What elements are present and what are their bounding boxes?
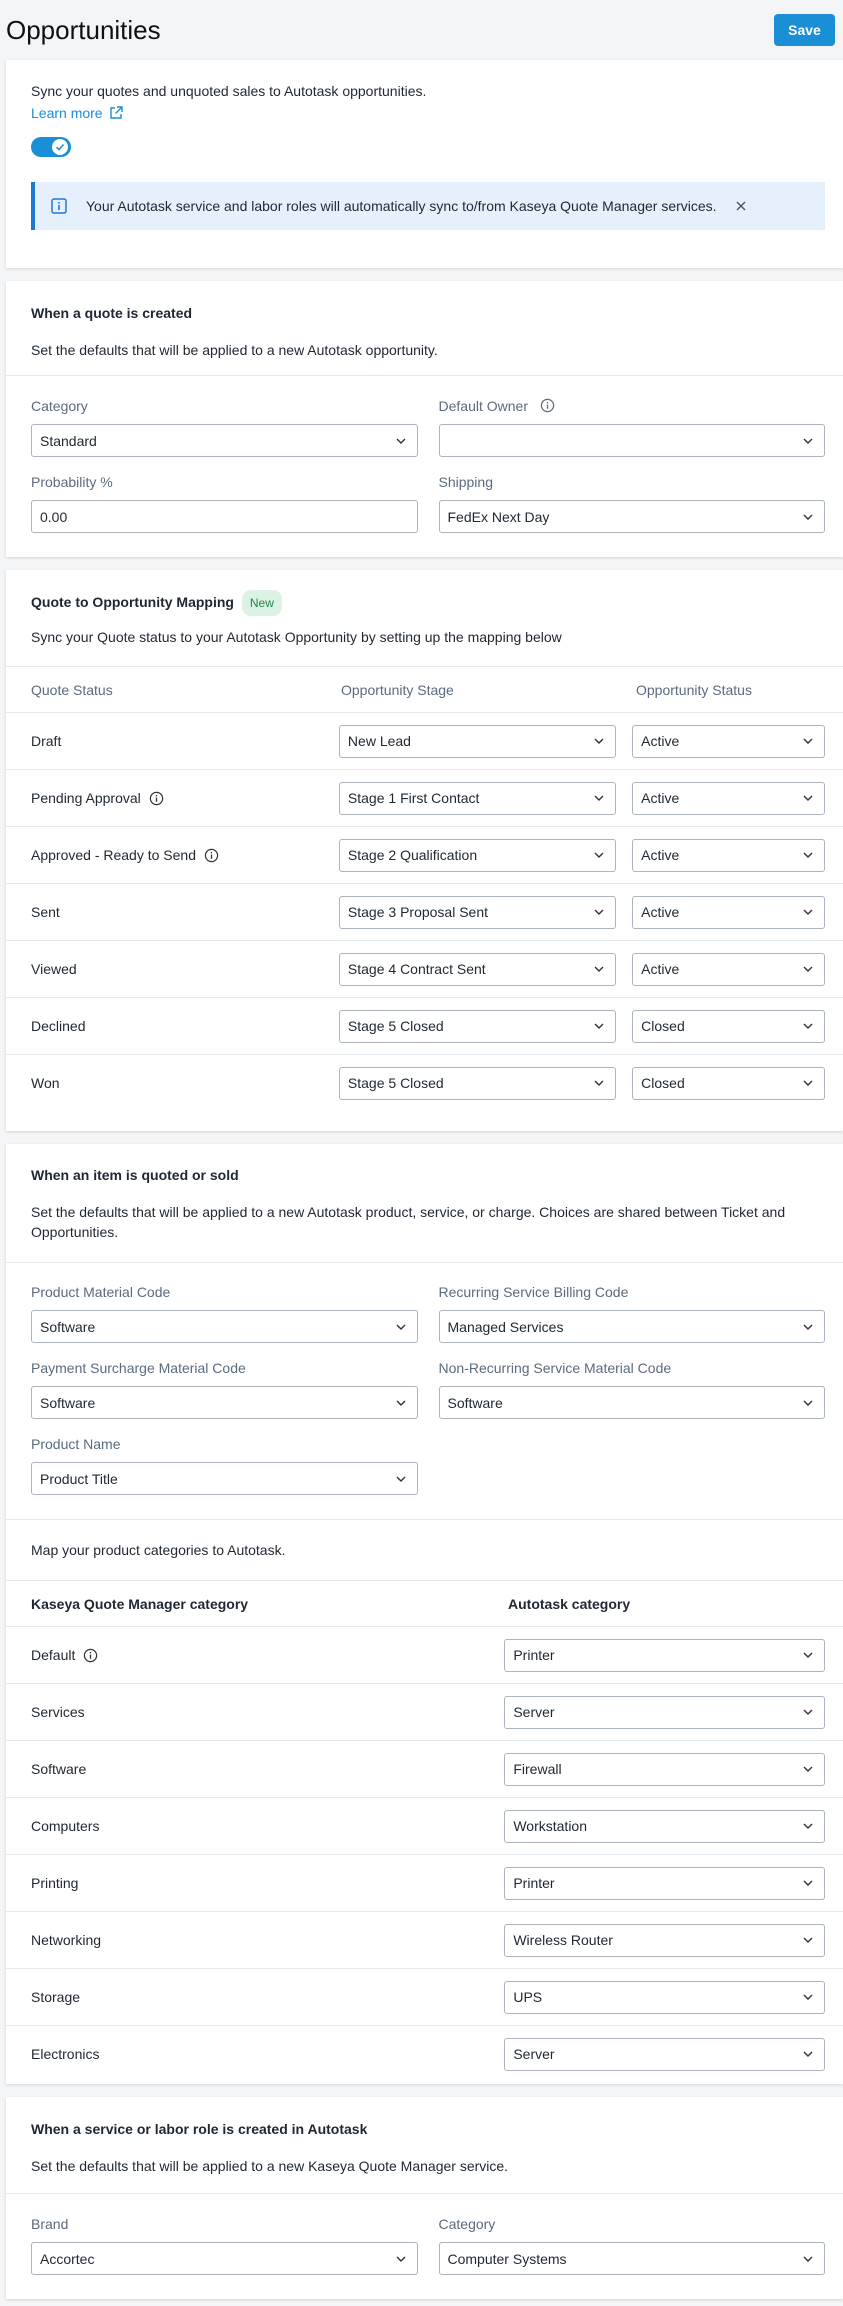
- kqm-category-cell: [31, 1818, 504, 1834]
- mapping-description: Sync your Quote status to your Autotask Opportunity by setting up the mapping below: [31, 629, 562, 645]
- service-category-value: Computer Systems: [447, 2250, 567, 2267]
- category-row: [6, 1740, 843, 1797]
- mapping-title: Quote to Opportunity Mapping: [31, 594, 234, 610]
- info-circle-icon[interactable]: [149, 791, 164, 806]
- opportunity-stage-select[interactable]: [339, 1067, 616, 1100]
- kqm-category-cell: [31, 1875, 504, 1891]
- chevron-down-icon: [593, 1077, 605, 1089]
- sync-description: Sync your quotes and unquoted sales to Autotask opportunities.: [31, 83, 427, 99]
- category-value: Standard: [40, 432, 97, 449]
- category-row: [6, 1797, 843, 1854]
- service-category-label: Category: [438, 2216, 496, 2232]
- chevron-down-icon: [593, 1020, 605, 1032]
- autotask-category-value: UPS: [513, 1989, 543, 2005]
- category-rows: [6, 1626, 843, 2082]
- nonrecurring-select[interactable]: [439, 1386, 826, 1419]
- probability-input[interactable]: [31, 500, 418, 533]
- mapping-row: [6, 883, 843, 940]
- mapping-row: [6, 712, 843, 769]
- category-row: [6, 1683, 843, 1740]
- opportunity-status-select[interactable]: [632, 896, 825, 929]
- check-icon: [55, 142, 65, 152]
- kqm-category-label: Computers: [31, 1818, 100, 1834]
- surcharge-select[interactable]: [31, 1386, 418, 1419]
- recurring-label: Recurring Service Billing Code: [438, 1284, 629, 1300]
- mapping-row: [6, 826, 843, 883]
- default-owner-label: Default Owner: [438, 398, 528, 414]
- chevron-down-icon: [802, 792, 814, 804]
- chevron-down-icon: [395, 1473, 407, 1485]
- autotask-category-value: Printer: [513, 1875, 555, 1891]
- kqm-category-label: Networking: [31, 1932, 102, 1948]
- chevron-down-icon: [802, 1020, 814, 1032]
- banner-text: Your Autotask service and labor roles will automatically sync to/from Kaseya Quote Manager services.: [86, 198, 717, 214]
- product-material-value: Software: [40, 1318, 96, 1335]
- opportunity-stage-select[interactable]: [339, 839, 616, 872]
- quote-created-description: Set the defaults that will be applied to a new Autotask opportunity.: [31, 342, 438, 358]
- col-opportunity-stage: Opportunity Stage: [341, 681, 454, 698]
- opportunity-status-select[interactable]: [632, 782, 825, 815]
- shipping-label: Shipping: [438, 474, 493, 490]
- page-header: [0, 0, 843, 60]
- service-description: Set the defaults that will be applied to a new Kaseya Quote Manager service.: [31, 2158, 509, 2174]
- product-name-value: Product Title: [40, 1470, 118, 1487]
- opportunity-status-value: Closed: [641, 1075, 685, 1091]
- opportunity-stage-select[interactable]: [339, 953, 616, 986]
- opportunity-stage-value: Stage 5 Closed: [347, 1075, 444, 1091]
- autotask-category-select[interactable]: [504, 1981, 825, 2014]
- mapping-row: [6, 769, 843, 826]
- quote-status-cell: [31, 904, 339, 920]
- default-owner-label-row: [439, 396, 826, 416]
- chevron-down-icon: [395, 435, 407, 447]
- opportunity-stage-select[interactable]: [339, 725, 616, 758]
- page-title: Opportunities: [6, 14, 161, 45]
- chevron-down-icon: [802, 1321, 814, 1333]
- chevron-down-icon: [593, 735, 605, 747]
- opportunity-stage-select[interactable]: [339, 896, 616, 929]
- col-quote-status: Quote Status: [31, 681, 113, 698]
- nonrecurring-value: Software: [447, 1394, 503, 1411]
- opportunity-status-value: Closed: [641, 1018, 685, 1034]
- opportunity-status-value: Active: [641, 904, 680, 920]
- chevron-down-icon: [802, 2048, 814, 2060]
- chevron-down-icon: [802, 735, 814, 747]
- col-opportunity-status: Opportunity Status: [636, 681, 752, 698]
- quote-created-title: When a quote is created: [31, 305, 193, 321]
- shipping-value: FedEx Next Day: [447, 508, 550, 525]
- chevron-down-icon: [802, 1077, 814, 1089]
- close-icon[interactable]: [735, 200, 747, 212]
- autotask-category-value: Firewall: [513, 1761, 562, 1777]
- mapping-row: [6, 997, 843, 1054]
- quote-status-cell: [31, 733, 339, 749]
- category-select[interactable]: [31, 424, 418, 457]
- chevron-down-icon: [593, 792, 605, 804]
- toggle-knob: [52, 139, 68, 155]
- kqm-category-cell: [31, 1761, 504, 1777]
- opportunity-stage-value: Stage 1 First Contact: [347, 790, 480, 806]
- opportunity-stage-select[interactable]: [339, 782, 616, 815]
- opportunity-stage-value: Stage 2 Qualification: [347, 847, 478, 863]
- kqm-category-cell: [31, 1704, 504, 1720]
- quote-status-cell: [31, 847, 339, 863]
- quote-status-cell: [31, 1018, 339, 1034]
- brand-value: Accortec: [40, 2250, 95, 2267]
- learn-more-link[interactable]: [31, 105, 123, 121]
- mapping-rows: [6, 712, 843, 1111]
- kqm-category-cell: [31, 1647, 504, 1663]
- category-row: [6, 1854, 843, 1911]
- kqm-category-cell: [31, 2046, 504, 2062]
- autotask-category-select[interactable]: [504, 2038, 825, 2071]
- opportunity-stage-value: Stage 5 Closed: [347, 1018, 444, 1034]
- product-material-label: Product Material Code: [31, 1284, 171, 1300]
- kqm-category-label: Services: [31, 1704, 85, 1720]
- opportunity-status-select[interactable]: [632, 839, 825, 872]
- chevron-down-icon: [802, 906, 814, 918]
- quote-status-label: Viewed: [31, 961, 77, 977]
- quote-status-label: Approved - Ready to Send: [31, 847, 196, 863]
- mapping-card: [6, 570, 843, 1131]
- info-circle-icon[interactable]: [83, 1648, 98, 1663]
- sync-card: [6, 60, 843, 268]
- product-name-select[interactable]: [31, 1462, 418, 1495]
- chevron-down-icon: [395, 2253, 407, 2265]
- autotask-category-value: Printer: [513, 1647, 555, 1663]
- opportunity-stage-value: Stage 3 Proposal Sent: [347, 904, 489, 920]
- info-banner: [31, 182, 825, 230]
- quote-status-label: Pending Approval: [31, 790, 141, 806]
- chevron-down-icon: [802, 435, 814, 447]
- info-circle-icon[interactable]: [204, 848, 219, 863]
- autotask-category-value: Workstation: [513, 1818, 588, 1834]
- chevron-down-icon: [802, 1706, 814, 1718]
- category-row: [6, 1968, 843, 2025]
- product-name-label: Product Name: [31, 1436, 121, 1452]
- mapping-row: [6, 1054, 843, 1111]
- mapping-row: [6, 940, 843, 997]
- opportunity-status-value: Active: [641, 790, 680, 806]
- autotask-category-select[interactable]: [504, 1696, 825, 1729]
- learn-more-label: Learn more: [31, 105, 103, 121]
- save-button[interactable]: Save: [774, 14, 835, 46]
- mapping-title-row: [31, 590, 825, 612]
- recurring-select[interactable]: [439, 1310, 826, 1343]
- chevron-down-icon: [802, 1991, 814, 2003]
- autotask-category-select[interactable]: [504, 1639, 825, 1672]
- kqm-category-label: Electronics: [31, 2046, 100, 2062]
- category-map-description: Map your product categories to Autotask.: [31, 1542, 286, 1558]
- opportunity-status-select[interactable]: [632, 1067, 825, 1100]
- col-autotask-category: Autotask category: [508, 1595, 631, 1612]
- surcharge-value: Software: [40, 1394, 96, 1411]
- service-title: When a service or labor role is created in Autotask: [31, 2121, 368, 2137]
- chevron-down-icon: [802, 1397, 814, 1409]
- chevron-down-icon: [395, 1321, 407, 1333]
- autotask-category-select[interactable]: [504, 1924, 825, 1957]
- autotask-category-select[interactable]: [504, 1810, 825, 1843]
- service-category-select[interactable]: [439, 2242, 826, 2275]
- sync-toggle[interactable]: [31, 137, 71, 157]
- opportunity-status-select[interactable]: [632, 1010, 825, 1043]
- category-row: [6, 1911, 843, 1968]
- chevron-down-icon: [802, 963, 814, 975]
- quote-status-cell: [31, 790, 339, 806]
- probability-label: Probability %: [31, 474, 113, 490]
- col-kqm-category: Kaseya Quote Manager category: [31, 1595, 249, 1612]
- external-link-icon: [109, 106, 123, 120]
- kqm-category-label: Printing: [31, 1875, 79, 1891]
- quote-status-label: Won: [31, 1075, 60, 1091]
- chevron-down-icon: [802, 849, 814, 861]
- chevron-down-icon: [802, 1877, 814, 1889]
- surcharge-label: Payment Surcharge Material Code: [31, 1360, 246, 1376]
- shipping-select[interactable]: [439, 500, 826, 533]
- product-material-select[interactable]: [31, 1310, 418, 1343]
- opportunity-status-value: Active: [641, 847, 680, 863]
- opportunity-status-select[interactable]: [632, 953, 825, 986]
- item-description: Set the defaults that will be applied to a new Autotask product, service, or charge. Choices are shared between Ticket and Opportunities.: [31, 1204, 786, 1240]
- autotask-category-value: Server: [513, 2046, 555, 2062]
- quote-created-card: [6, 281, 843, 557]
- service-card: [6, 2097, 843, 2299]
- autotask-category-value: Wireless Router: [513, 1932, 613, 1948]
- quote-status-label: Sent: [31, 904, 60, 920]
- chevron-down-icon: [593, 906, 605, 918]
- autotask-category-select[interactable]: [504, 1753, 825, 1786]
- chevron-down-icon: [802, 1763, 814, 1775]
- chevron-down-icon: [802, 2253, 814, 2265]
- opportunity-stage-value: Stage 4 Contract Sent: [347, 961, 486, 977]
- kqm-category-cell: [31, 1989, 504, 2005]
- chevron-down-icon: [802, 1820, 814, 1832]
- chevron-down-icon: [802, 511, 814, 523]
- opportunity-stage-select[interactable]: [339, 1010, 616, 1043]
- info-icon: [51, 198, 67, 214]
- chevron-down-icon: [802, 1934, 814, 1946]
- category-row: [6, 2025, 843, 2082]
- nonrecurring-label: Non-Recurring Service Material Code: [438, 1360, 672, 1376]
- opportunity-stage-value: New Lead: [347, 733, 411, 749]
- probability-value: 0.00: [40, 508, 68, 525]
- recurring-value: Managed Services: [447, 1318, 564, 1335]
- opportunity-status-value: Active: [641, 733, 680, 749]
- autotask-category-value: Server: [513, 1704, 555, 1720]
- chevron-down-icon: [593, 963, 605, 975]
- chevron-down-icon: [395, 1397, 407, 1409]
- kqm-category-cell: [31, 1932, 504, 1948]
- new-badge: New: [242, 590, 282, 616]
- quote-status-label: Declined: [31, 1018, 86, 1034]
- quote-status-label: Draft: [31, 733, 62, 749]
- chevron-down-icon: [593, 849, 605, 861]
- quote-status-cell: [31, 1075, 339, 1091]
- opportunity-status-select[interactable]: [632, 725, 825, 758]
- quote-status-cell: [31, 961, 339, 977]
- default-owner-select[interactable]: [439, 424, 826, 457]
- chevron-down-icon: [802, 1649, 814, 1661]
- kqm-category-label: Default: [31, 1647, 76, 1663]
- category-label: Category: [31, 398, 88, 414]
- kqm-category-label: Storage: [31, 1989, 81, 2005]
- info-circle-icon[interactable]: [540, 398, 555, 413]
- kqm-category-label: Software: [31, 1761, 87, 1777]
- autotask-category-select[interactable]: [504, 1867, 825, 1900]
- item-card: [6, 1144, 843, 2084]
- opportunity-status-value: Active: [641, 961, 680, 977]
- brand-label: Brand: [31, 2216, 69, 2232]
- brand-select[interactable]: [31, 2242, 418, 2275]
- category-row: [6, 1626, 843, 1683]
- item-title: When an item is quoted or sold: [31, 1167, 239, 1183]
